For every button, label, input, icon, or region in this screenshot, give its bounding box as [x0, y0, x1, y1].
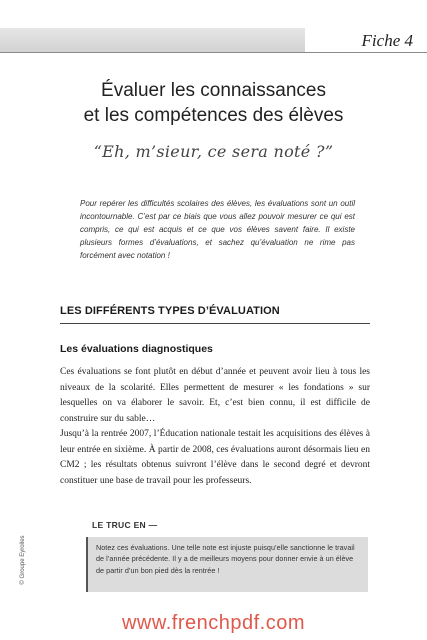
tip-text: Notez ces évaluations. Une telle note est injuste puisqu’elle sanctionne le travail de l’année précédente. Il y a de meilleurs moyens pour donner envie à un élève de partir d’un bon pied dès la rentrée ! [96, 543, 355, 575]
fiche-label: Fiche 4 [361, 31, 413, 50]
section-heading: LES DIFFÉRENTS TYPES D’ÉVALUATION [60, 305, 280, 317]
page-subtitle: “Eh, m’sieur, ce sera noté ?” [93, 142, 334, 161]
copyright-notice: © Groupe Eyrolles [20, 535, 26, 585]
body-paragraph-2: Jusqu’à la rentrée 2007, l’Éducation nationale testait les acquisitions des élèves à leur entrée en sixième. À partir de 2008, ces évaluations auront désormais lieu en CM2 ; les résultats obtenus suivront l’élève dans le second degré et devront constituer une base de travail pour les professeurs. [60, 429, 370, 486]
page-title [40, 78, 387, 128]
title-line-2: et les compétences des élèves [83, 105, 344, 126]
header-bar [0, 28, 427, 53]
tip-box [86, 537, 368, 592]
intro-paragraph: Pour repérer les difficultés scolaires des élèves, les évaluations sont un outil incontournable. C’est par ce biais que vous allez pouvoir mesurer ce qui est compris, ce qui est acquis et ce que vos élèves savent faire. Il existe plusieurs formes d’évaluations, et sachez qu’évaluation ne rime pas forcément avec notation ! [80, 199, 355, 261]
title-line-1: Évaluer les connaissances [101, 80, 326, 101]
body-paragraph-1: Ces évaluations se font plutôt en début d’année et peuvent avoir lieu à tous les niveaux de la scolarité. Elles permettent de mesurer « les fondations » sur lesquelles on va élaborer le savoir. Et, c’est bien connu, il est difficile de construire sur du sable… [60, 367, 370, 424]
subsection-heading: Les évaluations diagnostiques [60, 343, 213, 355]
header-band [0, 28, 305, 52]
tip-label: LE TRUC EN — [92, 520, 158, 530]
watermark-link[interactable]: www.frenchpdf.com [121, 612, 305, 634]
section-divider [60, 323, 370, 324]
